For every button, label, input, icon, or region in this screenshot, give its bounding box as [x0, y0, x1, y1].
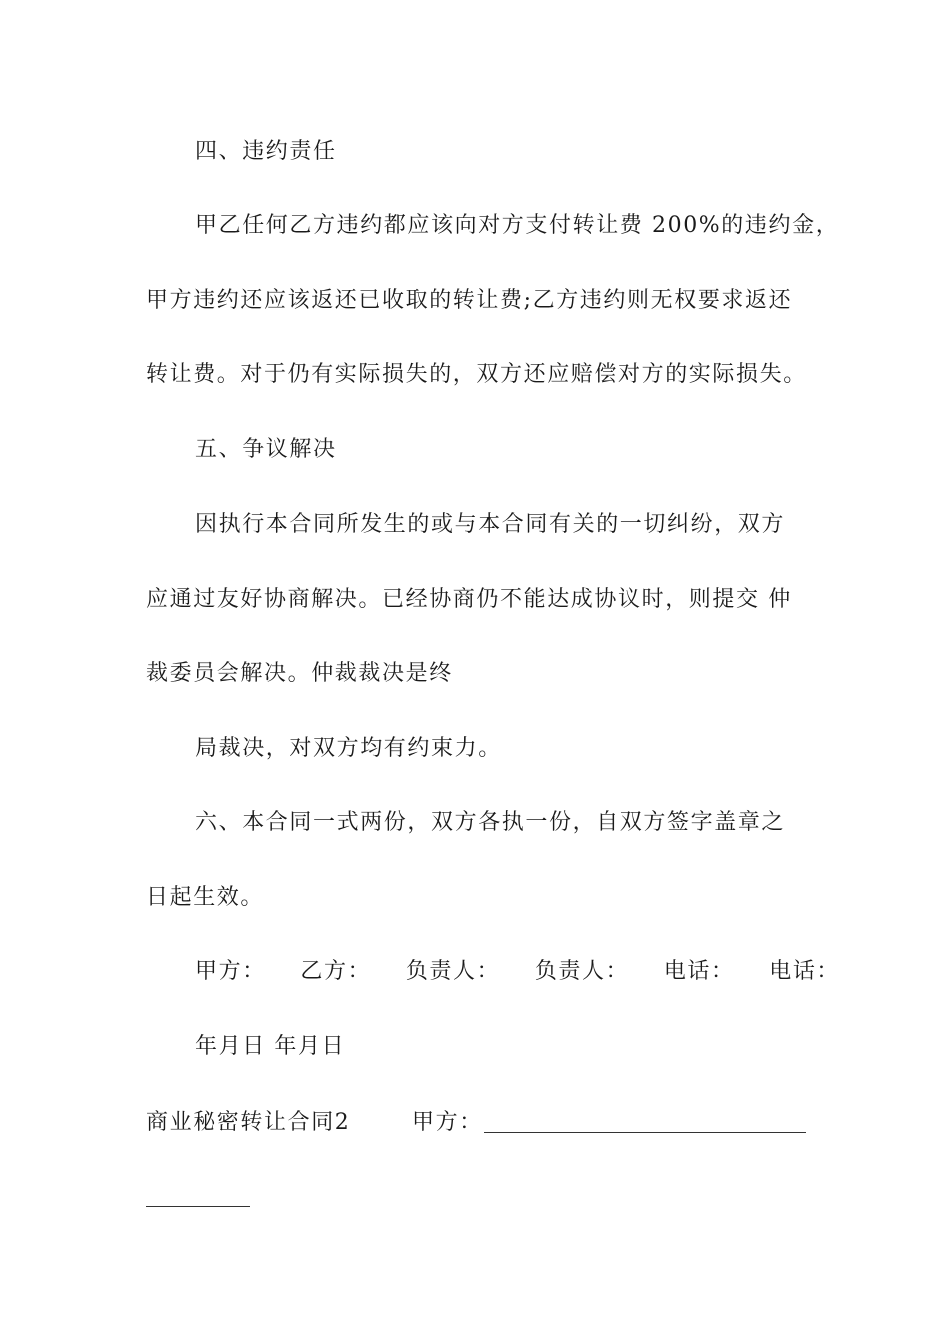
continuation-blank-line [146, 1206, 250, 1207]
responsible-a-label: 负责人： [405, 959, 501, 984]
section5-paragraph2: 局裁决，对双方均有约束力。 [195, 736, 502, 761]
section4-paragraph-line3: 转让费。对于仍有实际损失的，双方还应赔偿对方的实际损失。 [146, 362, 807, 387]
section4-paragraph-line2: 甲方违约还应该返还已收取的转让费;乙方违约则无权要求返还 [146, 288, 793, 313]
signature-row [195, 957, 840, 987]
date-row: 年月日 年月日 [195, 1034, 346, 1059]
responsible-b-label: 负责人： [534, 959, 630, 984]
party-a-blank-line [484, 1132, 806, 1133]
section5-paragraph-line1: 因执行本合同所发生的或与本合同有关的一切纠纷，双方 [195, 512, 786, 537]
next-contract-title: 商业秘密转让合同2 [146, 1110, 351, 1135]
section5-heading: 五、争议解决 [195, 437, 337, 462]
phone-a-label: 电话： [663, 959, 735, 984]
section4-heading: 四、违约责任 [195, 139, 337, 164]
section5-paragraph-line2: 应通过友好协商解决。已经协商仍不能达成协议时，则提交 仲 [146, 587, 792, 612]
party-b-label: 乙方： [300, 959, 372, 984]
section5-paragraph-line3: 裁委员会解决。仲裁裁决是终 [146, 661, 453, 686]
next-party-a-label: 甲方： [412, 1110, 483, 1135]
party-a-label: 甲方： [195, 959, 266, 984]
phone-b-label: 电话： [769, 959, 841, 984]
section6-line2: 日起生效。 [146, 885, 265, 910]
section4-paragraph-line1: 甲乙任何乙方违约都应该向对方支付转让费 200%的违约金， [195, 213, 840, 238]
section6-line1: 六、本合同一式两份，双方各执一份，自双方签字盖章之 [195, 810, 786, 835]
